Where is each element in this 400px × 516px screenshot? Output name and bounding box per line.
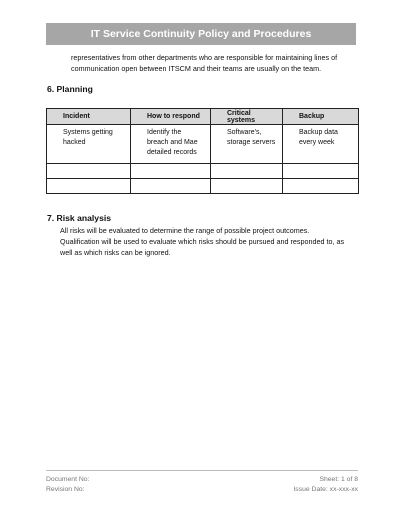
column-header-backup: Backup: [283, 109, 359, 125]
planning-table: [46, 108, 359, 194]
footer-row: [46, 486, 358, 493]
table-row-empty: [47, 164, 359, 179]
revision-number-label: Revision No:: [46, 486, 85, 493]
planning-heading: 6. Planning: [47, 84, 93, 94]
cell-backup: Backup data every week: [283, 125, 359, 164]
footer-row: [46, 476, 358, 483]
document-title: IT Service Continuity Policy and Procedures: [90, 28, 312, 40]
intro-line: communication open between ITSCM and their teams are usually on the team.: [71, 64, 322, 73]
document-number-label: Document No:: [46, 476, 90, 483]
column-header-critical-systems: Critical systems: [211, 109, 283, 125]
intro-line: representatives from other departments who are responsible for maintaining lines of: [71, 53, 338, 62]
footer-divider: [46, 470, 358, 471]
risk-line: well as which risks can be ignored.: [60, 248, 171, 257]
cell-incident: Systems getting hacked: [47, 125, 131, 164]
risk-line: Qualification will be used to evaluate which risks should be pursued and responded to, as: [60, 237, 345, 246]
intro-paragraph: [71, 52, 361, 74]
table-row: [47, 125, 359, 164]
column-header-incident: Incident: [47, 109, 131, 125]
table-header-row: [47, 109, 359, 125]
issue-date: Issue Date: xx-xxx-xx: [293, 486, 358, 493]
table-row-empty: [47, 179, 359, 194]
column-header-how-to-respond: How to respond: [131, 109, 211, 125]
risk-analysis-paragraph: [60, 225, 360, 258]
risk-line: All risks will be evaluated to determine the range of possible project outcomes.: [60, 226, 310, 235]
sheet-number: Sheet: 1 of 8: [319, 476, 358, 483]
risk-analysis-heading: 7. Risk analysis: [47, 213, 112, 223]
document-title-bar: [46, 23, 356, 45]
cell-how-to-respond: Identify the breach and Mae detailed records: [131, 125, 211, 164]
cell-critical-systems: Software’s, storage servers: [211, 125, 283, 164]
